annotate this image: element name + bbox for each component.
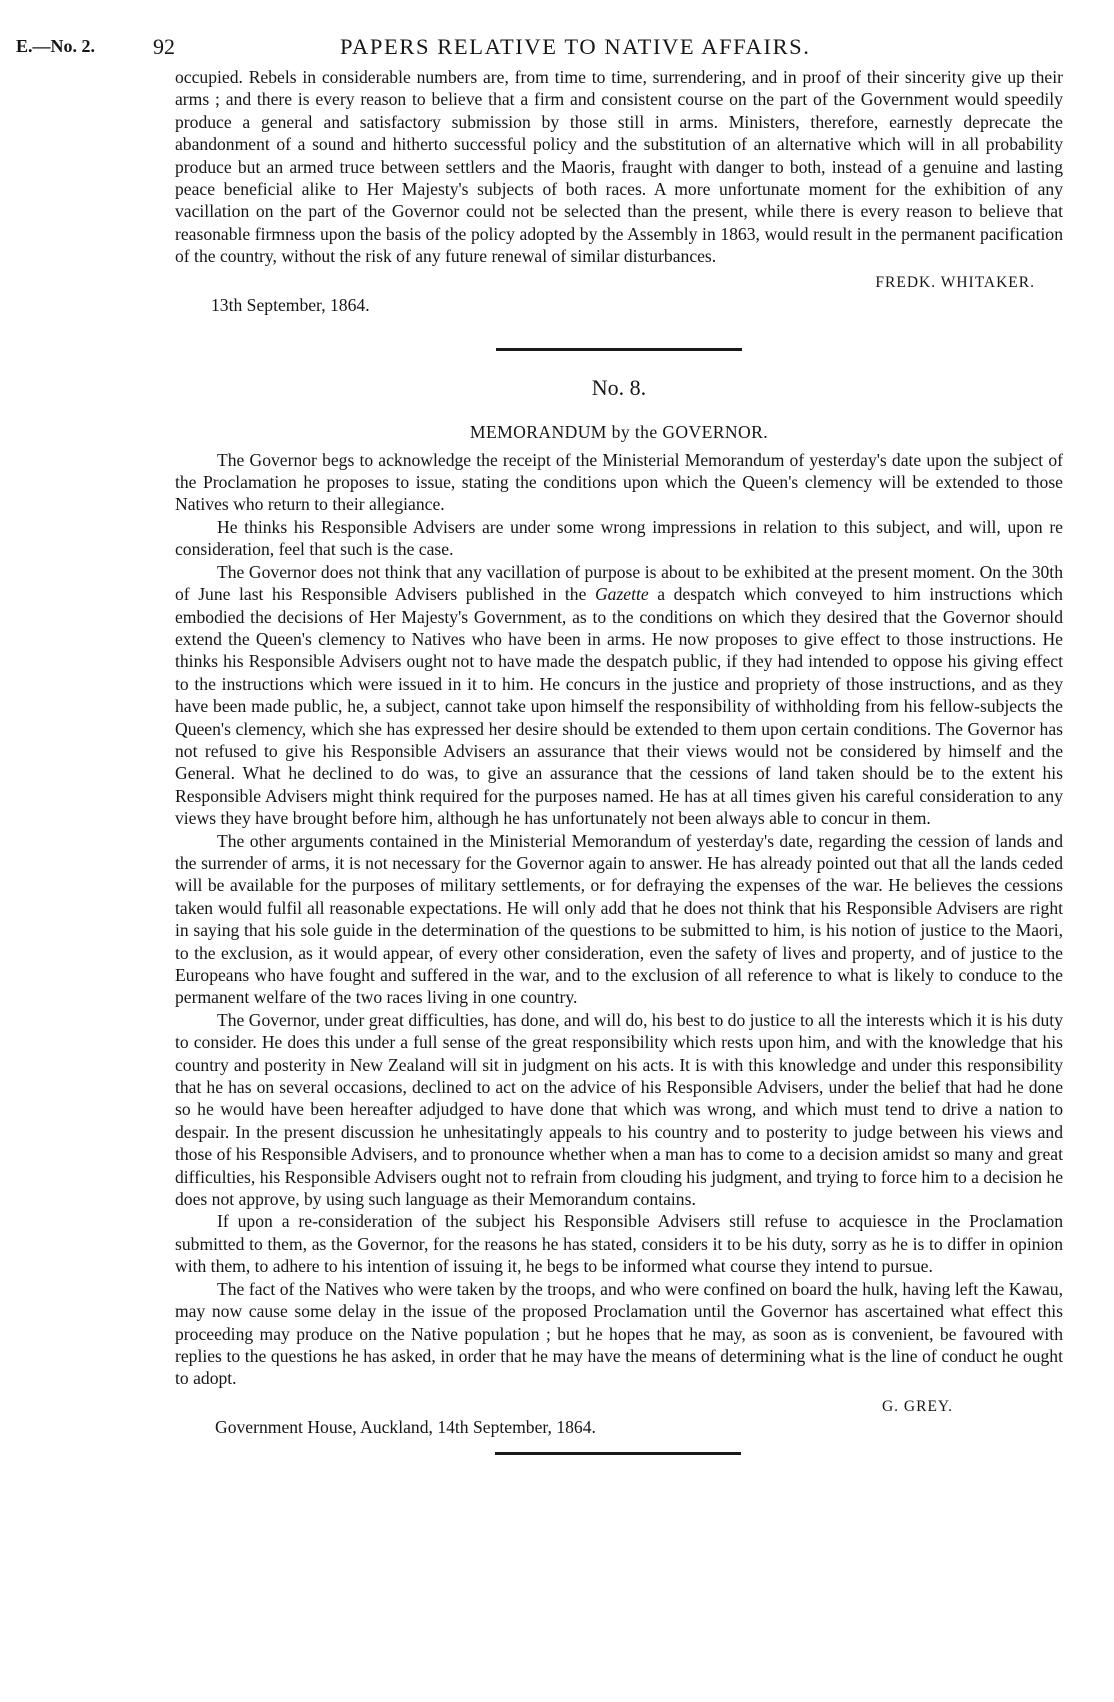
section-number: No. 8. <box>591 374 647 400</box>
governor-memo-date: Government House, Auckland, 14th September, 1864. <box>215 1416 596 1437</box>
governor-memo-paragraph-2: He thinks his Responsible Advisers are under some wrong impressions in relation to this subject, and will, upon re consideration, feel that such is the case. <box>175 516 1063 560</box>
ministerial-memo-paragraph: occupied. Rebels in considerable numbers are, from time to time, surrendering, and in proof of their sincerity give up their arms ; and there is every reason to believe that a firm and consistent course on the part of the Government would speedily produce a general and satisfactory submission by those still in arms. Ministers, therefore, earnestly deprecate the abandonment of a sound and hitherto successful policy and the substitution of an alternative which will in all probability produce but an armed truce between settlers and the Maoris, fraught with danger to both, instead of a genuine and lasting peace beneficial alike to Her Majesty's subjects of both races. A more unfortunate moment for the exhibition of any vacillation on the part of the Governor could not be selected than the present, while there is every reason to believe that reasonable firmness upon the basis of the policy adopted by the Assembly in 1863, would result in the permanent pacification of the country, without the risk of any future renewal of similar disturbances. <box>175 67 1063 267</box>
page-header <box>0 30 1114 64</box>
governor-memo-paragraph-7: The fact of the Natives who were taken by the troops, and who were confined on board the hulk, having left the Kawau, may now cause some delay in the issue of the proposed Proclamation until the Governor has ascertained what effect this proceeding may produce on the Native population ; but he hopes that he may, as soon as is convenient, be favoured with replies to the questions he has asked, in order that he may have the means of determining what is the line of conduct he ought to adopt. <box>175 1278 1063 1389</box>
page-number: 92 <box>153 34 175 59</box>
ministerial-memo-date: 13th September, 1864. <box>211 294 370 315</box>
whitaker-signature: FREDK. WHITAKER. <box>875 273 1035 291</box>
section-divider <box>496 348 742 351</box>
governor-memo-paragraph-4: The other arguments contained in the Ministerial Memorandum of yesterday's date, regarding the cession of lands and the surrender of arms, it is not necessary for the Governor again to answer. He has already pointed out that all the lands ceded will be available for the purposes of military settlements, or for defraying the expenses of the war. He believes the cessions taken would fulfil all reasonable expectations. He will only add that he does not think that his Responsible Advisers are right in saying that his sole guide in the determination of the questions to be submitted to him, is his notion of justice to the Maori, to the exclusion, as it would appear, of every other consideration, even the safety of lives and property, and of justice to the Europeans who have fought and suffered in the war, and to the exclusion of all reference to what is likely to conduce to the permanent welfare of the two races living in one country. <box>175 830 1063 1008</box>
governor-memo-paragraph-6: If upon a re-consideration of the subject his Responsible Advisers still refuse to acquiesce in the Proclamation submitted to them, as the Governor, for the reasons he has stated, considers it to be his duty, sorry as he is to differ in opinion with them, to adhere to his intention of issuing it, he begs to be informed what course they intend to pursue. <box>175 1211 1063 1277</box>
governor-memo-paragraph-3 <box>175 561 1063 830</box>
section-title: MEMORANDUM by the GOVERNOR. <box>469 421 769 442</box>
page-body <box>175 66 1063 1455</box>
governor-memo-paragraph-5: The Governor, under great difficulties, has done, and will do, his best to do justice to all the interests which it is his duty to consider. He does this under a full sense of the great responsibility which rests upon him, and with the knowledge that his country and posterity in New Zealand will sit in judgment on his acts. It is with this knowledge and under this responsibility that he has on several occasions, declined to act on the advice of his Responsible Advisers, under the belief that had he done so he would have been hereafter adjudged to have done that which was wrong, and which must tend to drive a nation to despair. In the present discussion he unhesitatingly appeals to his country and to posterity to judge between his views and those of his Responsible Advisers, and to pronounce whether when a man has to come to a decision amidst so many and great difficulties, his Responsible Advisers ought not to refrain from clouding his judgment, and trying to force him to a decision he does not approve, by using such language as their Memorandum contains. <box>175 1009 1064 1210</box>
paragraph-3-part-2: a despatch which conveyed to him instructions which embodied the decisions of Her Majesty's Government, as to the conditions on which they desired that the Governor should extend the Queen's clemency to Natives who have been in arms. He now proposes to give effect to those instructions. He thinks his Responsible Advisers ought not to have made the despatch public, if they had intended to oppose his giving effect to the instructions which were issued in it to him. He concurs in the justice and propriety of those instructions, and as they have been made public, he, a subject, cannot take upon himself the responsibility of withholding from his fellow-subjects the Queen's clemency, which she has expressed her desire should be extended to them upon certain conditions. The Governor has not refused to give his Responsible Advisers an assurance that their views would not be considered by himself and the General. What he declined to do was, to give an assurance that the cessions of land taken should be to the extent his Responsible Advisers might think required for the purposes named. He has at all times given his careful consideration to any views they have brought before him, although he has unfortunately not been always able to concur in them. <box>175 584 1063 829</box>
paragraph-3-part-1: The Governor does not think that any vacillation of purpose is about to be exhibited at the present moment. On the 30th of June last his Responsible Advisers published in the <box>175 561 1063 605</box>
grey-signature: G. GREY. <box>881 1397 953 1415</box>
document-reference: E.—No. 2. <box>16 36 96 56</box>
governor-memo-paragraph-1: The Governor begs to acknowledge the receipt of the Ministerial Memorandum of yesterday's date upon the subject of the Proclamation he proposes to issue, stating the conditions upon which the Queen's clemency will be extended to those Natives who return to their allegiance. <box>175 449 1063 515</box>
end-divider <box>495 1452 741 1455</box>
running-title: PAPERS RELATIVE TO NATIVE AFFAIRS. <box>340 34 811 59</box>
gazette-title: Gazette <box>594 584 649 605</box>
